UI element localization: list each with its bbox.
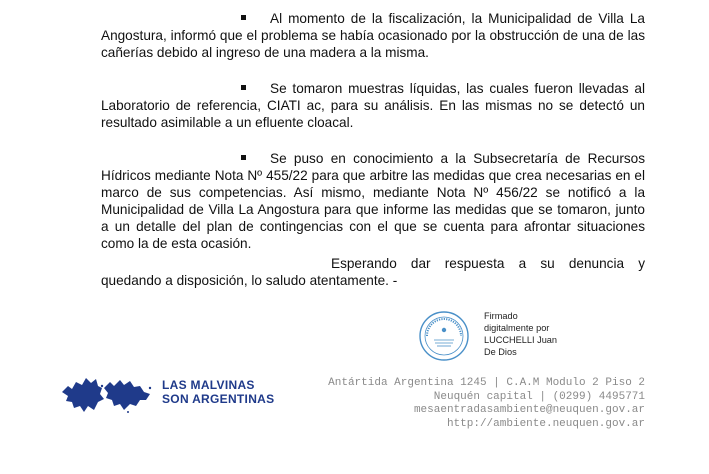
phone: Neuquén capital | (0299) 4495771 bbox=[433, 390, 645, 403]
signature-line-2: digitalmente por bbox=[484, 323, 550, 333]
malvinas-islands-icon bbox=[58, 366, 158, 416]
bullet-icon bbox=[241, 155, 246, 160]
paragraph-2-first-line: Se tomaron muestras líquidas, las cuales fueron llevadas bbox=[270, 81, 629, 96]
paragraph-3-first-line: Se puso en conocimiento a la Subsecretaría de Recursos bbox=[270, 151, 645, 166]
slogan-line-2: SON ARGENTINAS bbox=[162, 392, 275, 406]
paragraph-1-first-line: Al momento de la fiscalización, la Municipalidad de Villa La bbox=[270, 11, 645, 26]
contact-info bbox=[328, 377, 645, 431]
signature-line-1: Firmado bbox=[484, 311, 518, 321]
paragraph-muestras bbox=[101, 80, 645, 131]
closing-line-2: quedando a disposición, lo saludo atentamente. - bbox=[101, 273, 398, 288]
digital-signature bbox=[418, 308, 648, 364]
slogan-line-1: LAS MALVINAS bbox=[162, 378, 255, 392]
closing-block bbox=[101, 255, 645, 289]
address: Antártida Argentina 1245 | C.A.M Modulo 2 Piso 2 bbox=[328, 377, 645, 389]
paragraph-2-text: al Laboratorio de referencia, CIATI ac, para su análisis. En las mismas no se detectó un resultado asimilable a un efluente cloacal. bbox=[101, 81, 646, 130]
paragraph-3-text: Hídricos mediante Nota Nº 455/22 para que arbitre las medidas que crea necesarias en el marco de sus competencias. Así mismo, mediante Nota Nº 456/22 se notificó a la Municipalidad de Villa La Angostura para que informe las medidas que se tomaron, junto a un detalle del plan de contingencias con el que se cuenta para afrontar situaciones como la de esta ocasión. bbox=[101, 168, 645, 251]
signature-line-4: De Dios bbox=[484, 347, 517, 357]
website-link[interactable]: http://ambiente.neuquen.gov.ar bbox=[446, 417, 645, 430]
signature-line-3: LUCCHELLI Juan bbox=[484, 335, 558, 345]
signature-text bbox=[484, 310, 557, 358]
bullet-icon bbox=[241, 85, 246, 90]
bullet-icon bbox=[241, 15, 246, 20]
closing-line-1: Esperando dar respuesta a su denuncia y bbox=[331, 256, 645, 271]
paragraph-1-text: Angostura, informó que el problema se había ocasionado por la obstrucción de una de las cañerías debido al ingreso de una madera a la misma. bbox=[101, 28, 645, 60]
slogan bbox=[162, 378, 274, 406]
official-seal-icon bbox=[418, 310, 470, 362]
email-link[interactable]: mesaentradasambiente@neuquen.gov.ar bbox=[413, 404, 645, 417]
paragraph-fiscalizacion bbox=[101, 10, 645, 61]
paragraph-notas bbox=[101, 150, 645, 252]
